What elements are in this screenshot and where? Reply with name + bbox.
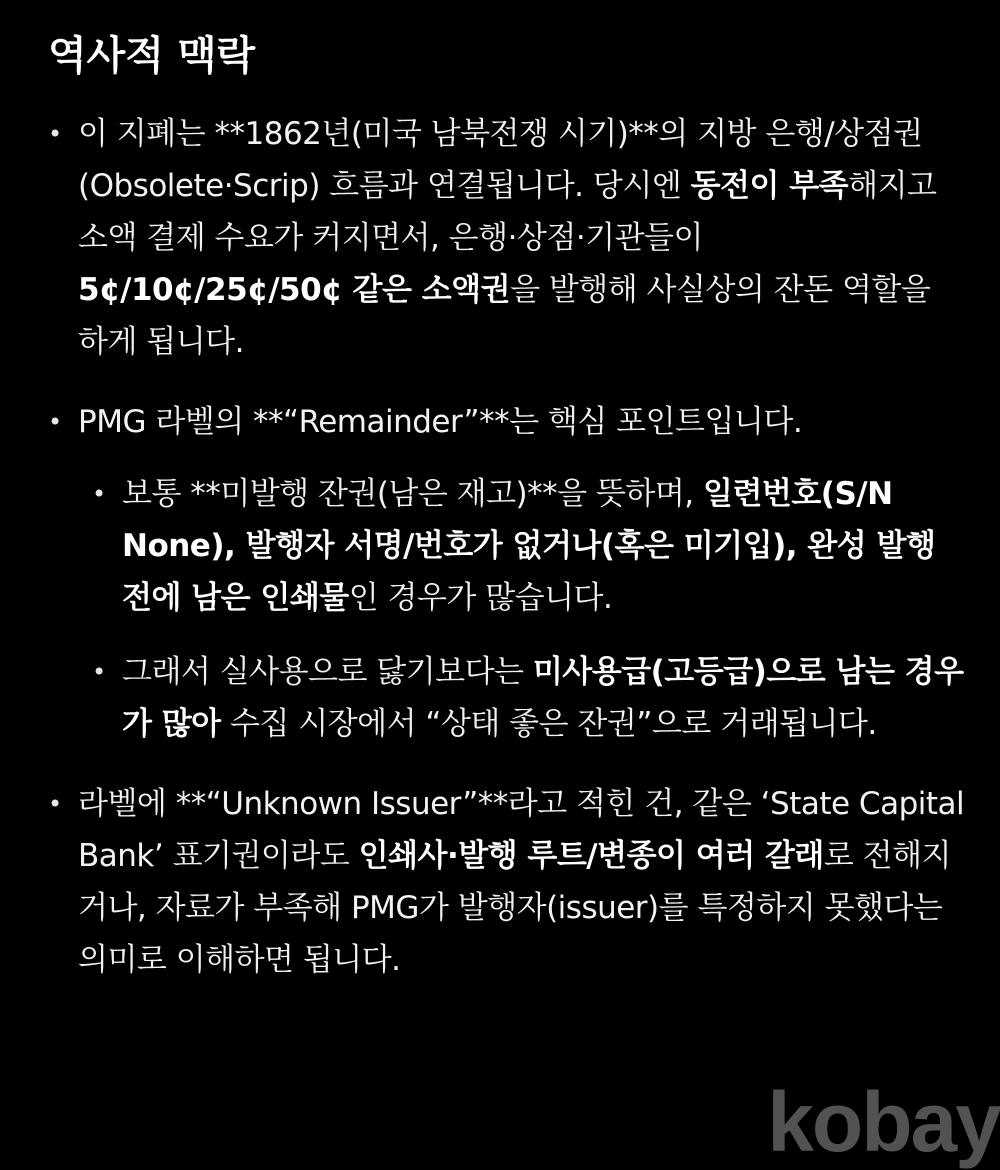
body-text: 인 경우가 많습니다. bbox=[348, 580, 613, 616]
bold-text: 일련번호(S/N None), 발행자 서명/번호가 없거나(혹은 미기입), 완성 발행 전에 남은 인쇄물 bbox=[122, 476, 936, 616]
bullet-item bbox=[48, 108, 968, 368]
bold-text: 동전이 부족 bbox=[690, 168, 849, 204]
bullet-item bbox=[48, 396, 968, 750]
body-text: 이 지폐는 **1862년(미국 남북전쟁 시기)**의 지방 은행/상점권(Obsolete·Scrip) 흐름과 연결됩니다. 당시엔 bbox=[78, 116, 923, 204]
body-text: 을 발행해 사실상의 잔돈 역할을 하게 됩니다. bbox=[78, 272, 931, 360]
bold-text: 미사용급(고등급)으로 남는 경우가 많아 bbox=[122, 654, 964, 742]
bullet-list bbox=[48, 108, 968, 986]
bold-text: 5¢/10¢/25¢/50¢ 같은 소액권 bbox=[78, 272, 511, 308]
sub-bullet-item bbox=[92, 468, 968, 624]
article-content bbox=[48, 30, 968, 1014]
body-text: 그래서 실사용으로 닳기보다는 bbox=[122, 654, 533, 690]
section-heading: 역사적 맥락 bbox=[48, 33, 256, 79]
body-text: 수집 시장에서 “상태 좋은 잔권”으로 거래됩니다. bbox=[220, 706, 877, 742]
body-text: 로 전해지거나, 자료가 부족해 PMG가 발행자(issuer)를 특정하지 못했다는 의미로 이해하면 됩니다. bbox=[78, 838, 951, 978]
body-text: 라벨에 **“Unknown Issuer”**라고 적힌 건, 같은 ‘State Capital Bank’ 표기권이라도 bbox=[78, 786, 965, 874]
sub-bullet-item bbox=[92, 646, 968, 750]
bold-text: 인쇄사·발행 루트/변종이 여러 갈래 bbox=[358, 838, 824, 874]
sub-bullet-list bbox=[78, 468, 968, 750]
bullet-item bbox=[48, 778, 968, 986]
body-text: PMG 라벨의 **“Remainder”**는 핵심 포인트입니다. bbox=[78, 404, 803, 440]
kobay-watermark-logo: kobay bbox=[767, 1075, 1000, 1169]
body-text: 해지고 소액 결제 수요가 커지면서, 은행·상점·기관들이 bbox=[78, 168, 937, 256]
body-text: 보통 **미발행 잔권(남은 재고)**을 뜻하며, bbox=[122, 476, 704, 512]
